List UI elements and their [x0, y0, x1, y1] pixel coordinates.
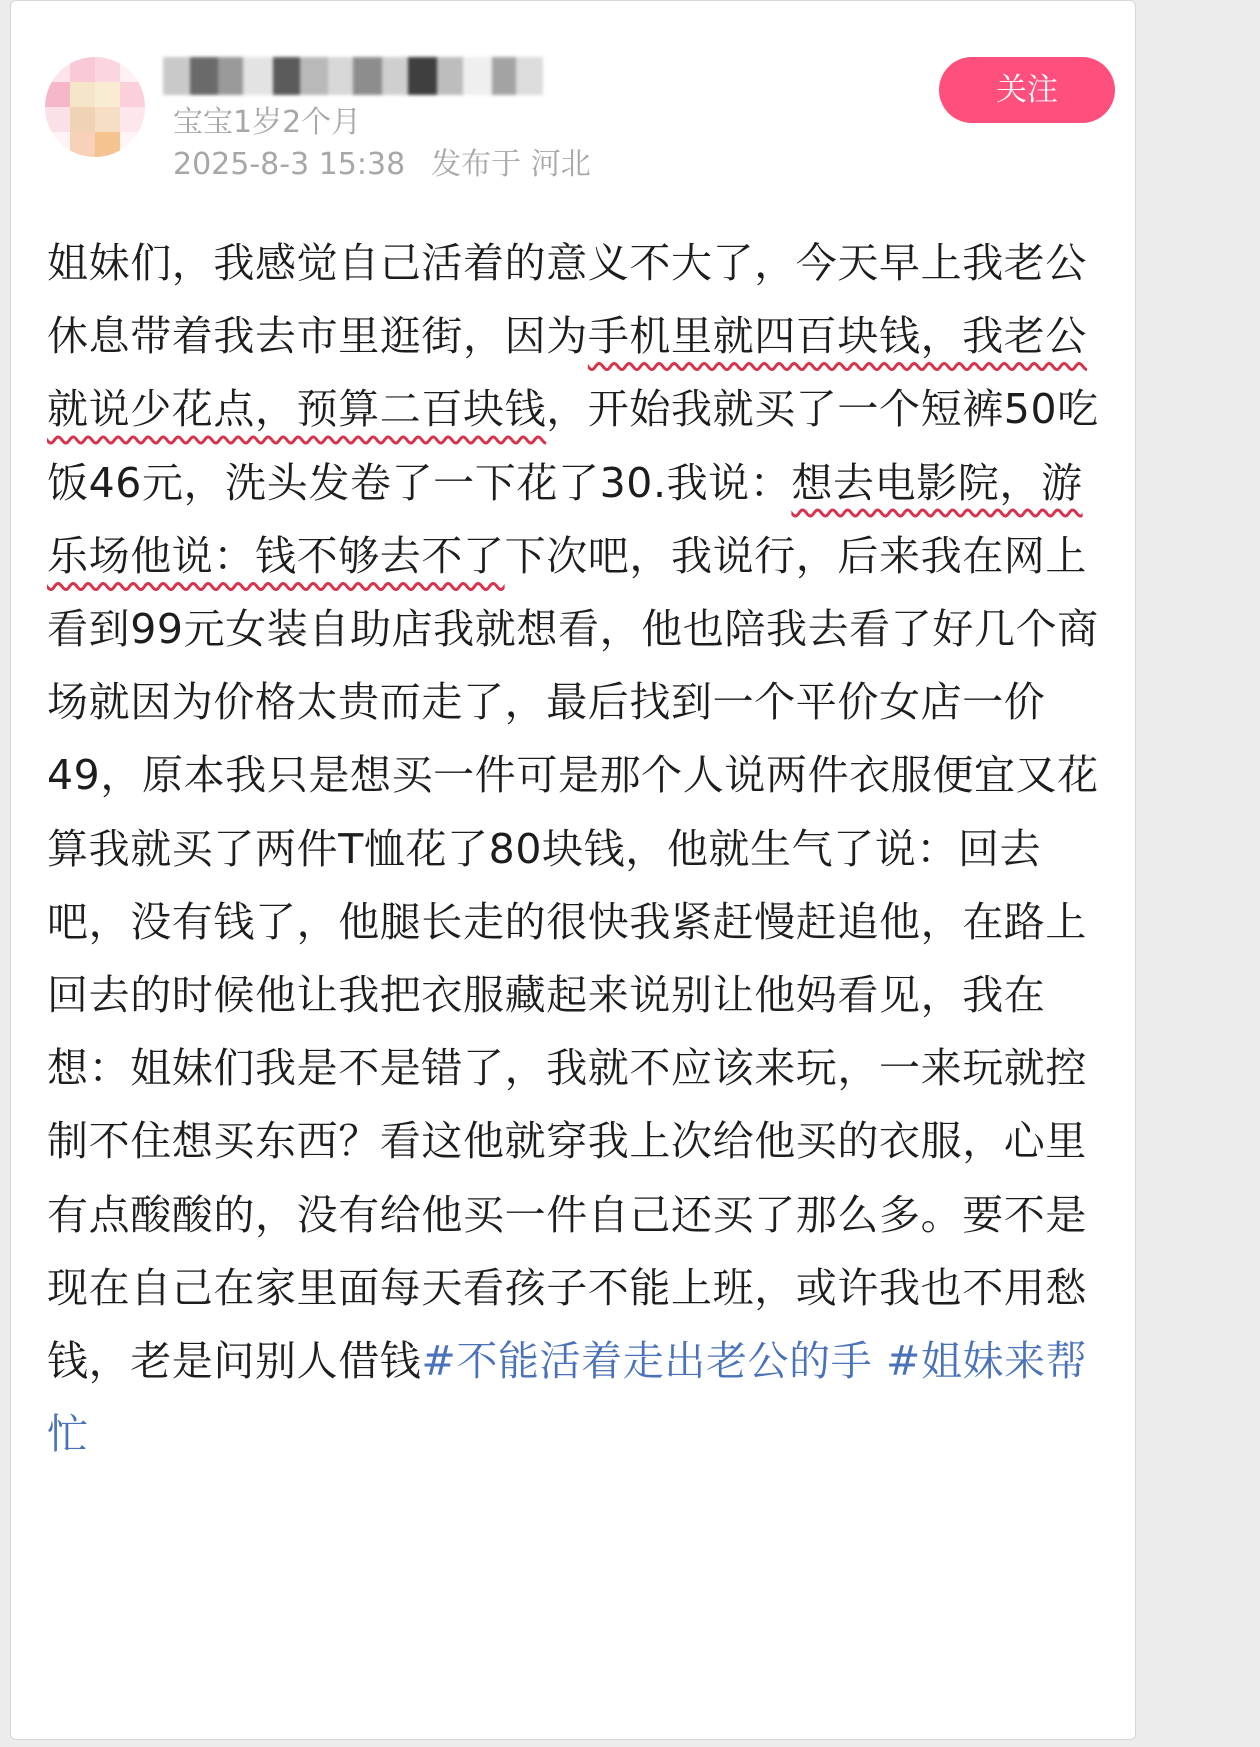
- body-text-part: 姐妹们，我感觉自己活着的意义不大了，今天早上我老公休息带着我去市里逛街，因为: [47, 239, 1087, 361]
- post-card: [10, 0, 1136, 1740]
- avatar[interactable]: [45, 57, 145, 157]
- body-text-part: 下次吧，我说行，后来我在网上看到99元女装自助店我就想看，他也陪我去看了好几个商场就因为价格太贵而走了，最后找到一个平价女店一价49，原本我只是想买一件可是那个人说两件衣服便宜又花算我就买了两件T恤花了80块钱，他就生气了说：回去吧，没有钱了，他腿长走的很快我紧赶慢赶追他，在路上回去的时候他让我把衣服藏起来说别让他妈看见，我在想：姐妹们我是不是错了，我就不应该来玩，一来玩就控制不住想买东西？看这他就穿我上次给他买的衣服，心里有点酸酸的，没有给他买一件自己还买了那么多。要不是现在自己在家里面每天看孩子不能上班，或许我也不用愁钱，老是问别人借钱: [47, 531, 1099, 1386]
- follow-button[interactable]: 关注: [939, 57, 1115, 123]
- post-date: 2025-8-3 15:38: [173, 147, 406, 182]
- username-redacted[interactable]: [163, 57, 543, 95]
- highlighted-text: 想去电影院，游乐场他说：钱不够去不了: [47, 458, 1083, 580]
- post-location: 发布于 河北: [431, 147, 591, 182]
- hashtag-link[interactable]: #不能活着走出老公的手: [421, 1337, 873, 1386]
- baby-age-info: 宝宝1岁2个月: [173, 105, 362, 140]
- highlighted-text: 手机里就四百块钱，我老公就说少花点，预算二百块钱: [47, 312, 1088, 434]
- hashtag-link[interactable]: #姐妹来帮忙: [47, 1337, 1088, 1459]
- post-body: [47, 227, 1107, 1471]
- hashtag-separator: [872, 1337, 886, 1385]
- post-meta: [173, 147, 591, 183]
- body-text-part: ，开始我就买了一个短裤50吃饭46元，洗头发卷了一下花了30.我说：: [47, 385, 1099, 507]
